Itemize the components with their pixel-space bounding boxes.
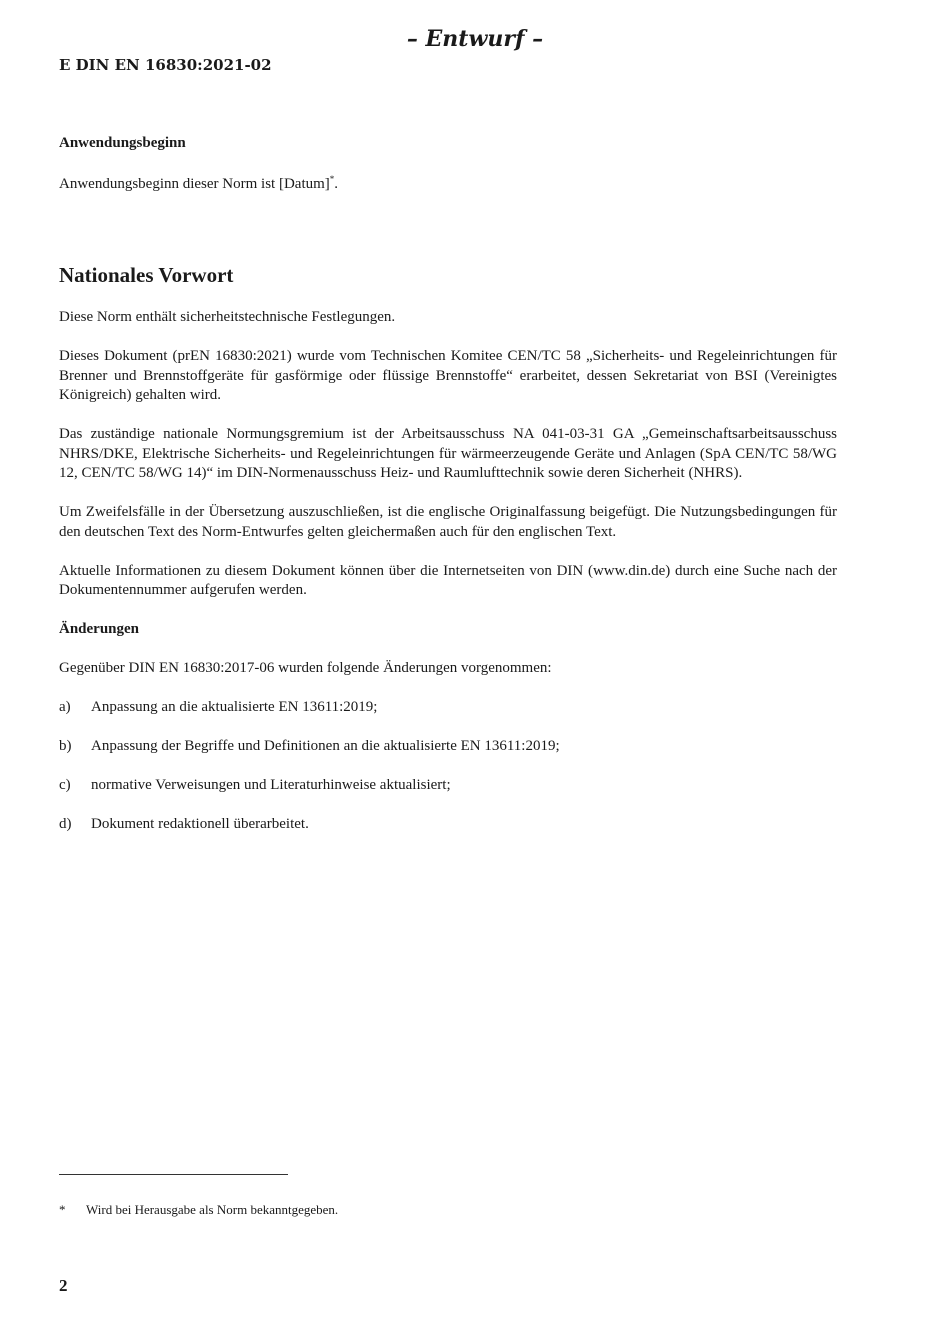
foreword-paragraph-4: Um Zweifelsfälle in der Übersetzung auszuschließen, ist die englische Originalfassung beigefügt. Die Nutzungsbedingungen für den deutschen Text des Norm-Entwurfes gelten gleichermaßen auch für den englischen Text.: [59, 504, 837, 540]
footnote-text: Wird bei Herausgabe als Norm bekanntgegeben.: [86, 1202, 339, 1217]
list-item: [59, 698, 837, 718]
footnote-mark: *: [59, 1202, 66, 1217]
footnote-reference: *: [329, 173, 335, 184]
footnote-separator: [59, 1174, 288, 1175]
foreword-paragraph-5: Aktuelle Informationen zu diesem Dokument können über die Internetseiten von DIN (www.din.de) durch eine Suche nach der Dokumentennummer aufgerufen werden.: [59, 562, 837, 598]
changes-intro: Gegenüber DIN EN 16830:2017-06 wurden folgende Änderungen vorgenommen:: [59, 660, 552, 676]
list-item-label: b): [59, 738, 72, 754]
list-item: [59, 776, 837, 796]
application-text: [59, 175, 837, 195]
list-item: [59, 815, 837, 835]
application-text-body: Anwendungsbeginn dieser Norm ist [Datum]: [59, 175, 330, 192]
application-text-end: .: [334, 175, 339, 192]
draft-mark: – Entwurf –: [406, 26, 544, 52]
list-item-text: Dokument redaktionell überarbeitet.: [91, 816, 309, 832]
page-number: 2: [59, 1276, 68, 1295]
list-item-text: Anpassung der Begriffe und Definitionen an die aktualisierte EN 13611:2019;: [91, 738, 560, 754]
page-title: Nationales Vorwort: [59, 263, 234, 287]
foreword-paragraph-3: Das zuständige nationale Normungsgremium ist der Arbeitsausschuss NA 041-03-31 GA „Gemeinschaftsarbeitsausschuss NHRS/DKE, Elektrische Sicherheits- und Regeleinrichtungen für wärmeerzeugende Geräte und Anlagen (SpA CEN/TC 58/WG 12, CEN/TC 58/WG 14)“ im DIN-Normenausschuss Heiz- und Raumlufttechnik sowie deren Sicherheit (NHRS).: [59, 426, 837, 481]
page-content: [59, 134, 837, 835]
list-item-label: d): [59, 816, 72, 832]
list-item-text: Anpassung an die aktualisierte EN 13611:2019;: [91, 699, 378, 715]
changes-heading: Änderungen: [59, 621, 140, 637]
list-item: [59, 737, 837, 757]
list-item-label: a): [59, 699, 71, 715]
list-item-label: c): [59, 777, 71, 793]
footnote: [59, 1202, 338, 1218]
foreword-paragraph-2: Dieses Dokument (prEN 16830:2021) wurde vom Technischen Komitee CEN/TC 58 „Sicherheits- und Regeleinrichtungen für Brenner und Brennstoffgeräte für gasförmige oder flüssige Brennstoffe“ erarbeitet, dessen Sekretariat von BSI (Vereinigtes Königreich) gehalten wird.: [59, 348, 837, 403]
foreword-paragraph-1: Diese Norm enthält sicherheitstechnische Festlegungen.: [59, 309, 396, 325]
document-id: E DIN EN 16830:2021-02: [59, 56, 272, 74]
application-heading: Anwendungsbeginn: [59, 135, 186, 151]
list-item-text: normative Verweisungen und Literaturhinweise aktualisiert;: [91, 777, 451, 793]
